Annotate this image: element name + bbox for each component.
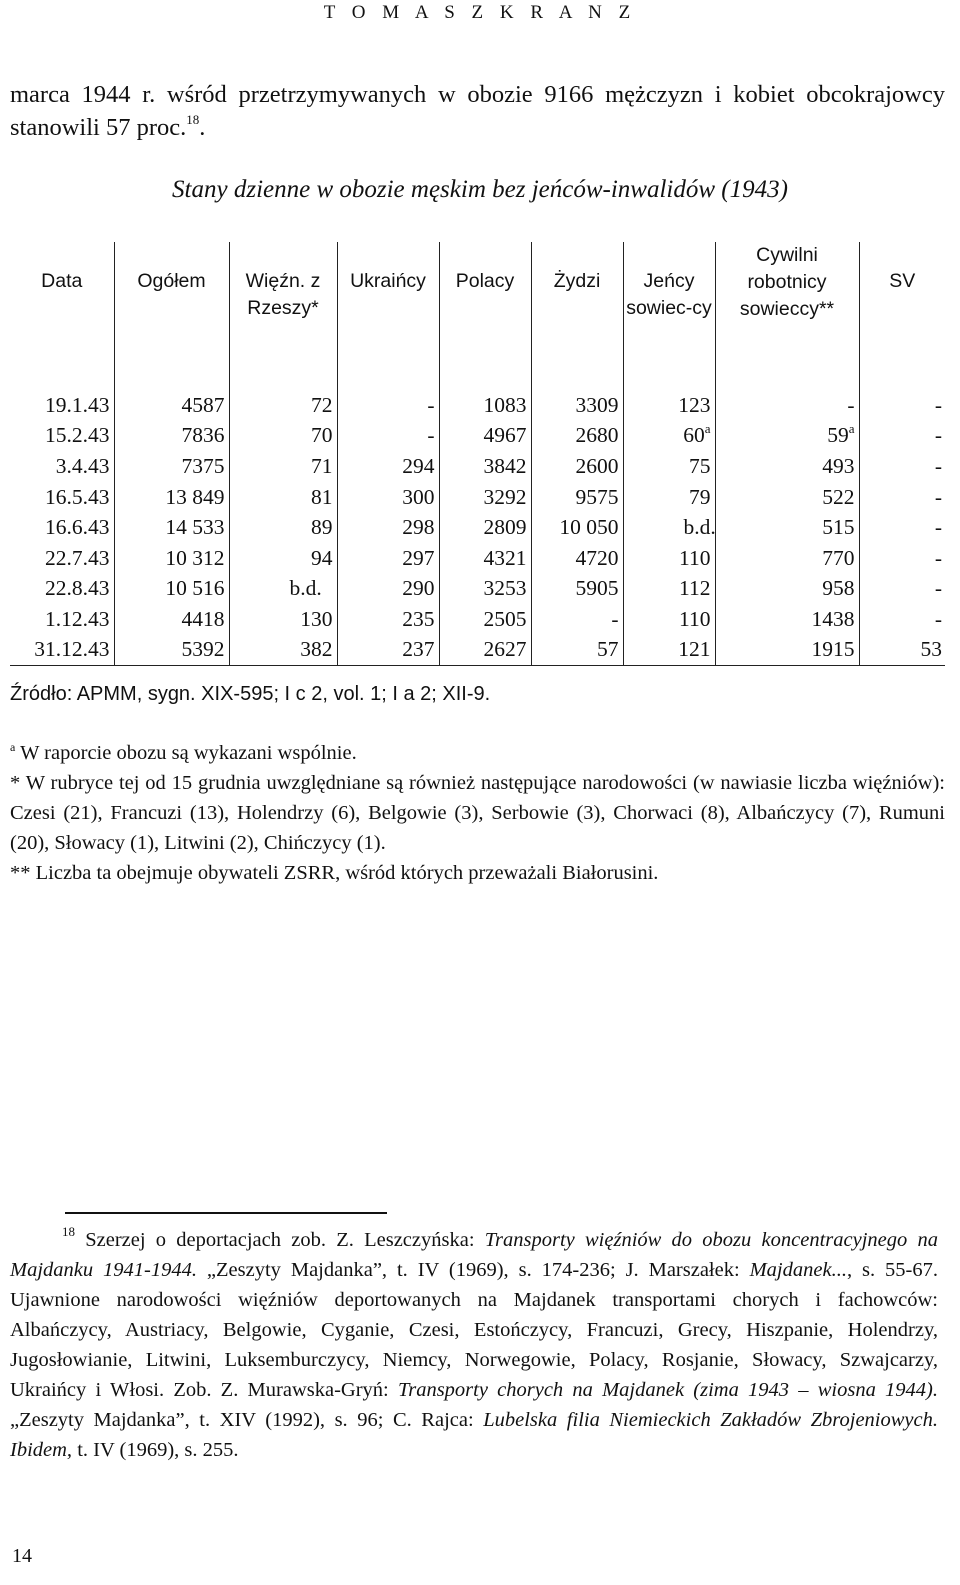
cell-sv: - <box>934 545 942 570</box>
footnote-text-2: „Zeszyty Majdanka”, t. IV (1969), s. 174-236; J. Marszałek: <box>197 1259 750 1281</box>
cell-zydzi: 5905 <box>531 574 623 605</box>
header-jency: Jeńcy sowiec-cy <box>623 242 715 354</box>
cell-wiezn: 89 <box>229 512 337 543</box>
note-a-text: W raporcie obozu są wykazani wspólnie. <box>15 742 357 764</box>
cell-data: 19.1.43 <box>10 390 114 421</box>
cell-polacy: 4967 <box>439 421 531 452</box>
header-ogolem: Ogółem <box>114 242 229 354</box>
intro-paragraph <box>10 78 945 144</box>
footnote-divider <box>65 1212 387 1214</box>
cell-ogolem: 14 533 <box>114 512 229 543</box>
footnote-text-4: „Zeszyty Majdanka”, t. XIV (1992), s. 96; C. Rajca: <box>10 1409 484 1431</box>
cell-ogolem: 13 849 <box>114 482 229 513</box>
cell-polacy: 3842 <box>439 451 531 482</box>
cell-data: 15.2.43 <box>10 421 114 452</box>
note-marker: a <box>704 421 711 437</box>
cell-sv: - <box>934 515 942 540</box>
cell-wiezn: 71 <box>229 451 337 482</box>
footnote-text-1: Szerzej o deportacjach zob. Z. Leszczyńska: <box>75 1229 485 1251</box>
cell-data: 3.4.43 <box>10 451 114 482</box>
cell-sv: - <box>934 576 942 601</box>
note-a-mark: a <box>10 740 16 754</box>
cell-wiezn: 94 <box>229 543 337 574</box>
cell-wiezn: 72 <box>229 390 337 421</box>
note-marker: a <box>848 421 855 437</box>
table-row <box>10 543 945 574</box>
cell-data: 16.5.43 <box>10 482 114 513</box>
cell-zydzi: 3309 <box>531 390 623 421</box>
footnote-18 <box>10 1225 938 1465</box>
cell-ukraincy: 300 <box>337 482 439 513</box>
table-row <box>10 390 945 421</box>
header-wiezn: Więźn. z Rzeszy* <box>229 242 337 354</box>
table-row <box>10 574 945 605</box>
note-double-star: ** Liczba ta obejmuje obywateli ZSRR, wśród których przeważali Białorusini. <box>10 862 659 884</box>
cell-wiezn: 70 <box>229 421 337 452</box>
cell-zydzi: - <box>531 604 623 635</box>
table-row <box>10 421 945 452</box>
cell-sv: - <box>934 453 942 478</box>
cell-ogolem: 5392 <box>114 635 229 666</box>
cell-polacy: 4321 <box>439 543 531 574</box>
cell-ukraincy: - <box>337 390 439 421</box>
cell-zydzi: 4720 <box>531 543 623 574</box>
header-data: Data <box>10 242 114 354</box>
cell-data: 1.12.43 <box>10 604 114 635</box>
cell-cywilni: - <box>715 390 859 421</box>
table-row <box>10 451 945 482</box>
cell-data: 16.6.43 <box>10 512 114 543</box>
header-polacy: Polacy <box>439 242 531 354</box>
cell-ogolem: 7836 <box>114 421 229 452</box>
table-row <box>10 482 945 513</box>
header-ukraincy: Ukraińcy <box>337 242 439 354</box>
table-row <box>10 512 945 543</box>
cell-cywilni: 1438 <box>715 604 859 635</box>
cell-cywilni: 770 <box>715 543 859 574</box>
cell-zydzi: 57 <box>531 635 623 666</box>
cell-data: 22.8.43 <box>10 574 114 605</box>
table-row <box>10 635 945 666</box>
cell-zydzi: 9575 <box>531 482 623 513</box>
cell-jency: b.d. <box>623 512 715 543</box>
cell-ogolem: 4587 <box>114 390 229 421</box>
intro-text: marca 1944 r. wśród przetrzymywanych w obozie 9166 mężczyzn i kobiet obcokrajowcy stanowili 57 proc. <box>10 81 945 141</box>
stats-table <box>10 242 945 666</box>
cell-jency: 75 <box>623 451 715 482</box>
cell-jency: 121 <box>623 635 715 666</box>
footnote-title-4: Lubelska filia Niemieckich Zakładów Zbrojeniowych. Ibidem, <box>10 1409 939 1461</box>
footnote-ref[interactable]: 18 <box>186 112 200 127</box>
cell-cywilni: 59$^a$ <box>715 421 859 452</box>
cell-wiezn: b.d. <box>229 574 337 605</box>
cell-polacy: 1083 <box>439 390 531 421</box>
table-source: Źródło: APMM, sygn. XIX-595; I c 2, vol. 1; I a 2; XII-9. <box>10 683 491 705</box>
cell-ukraincy: 237 <box>337 635 439 666</box>
cell-ukraincy: 290 <box>337 574 439 605</box>
cell-ogolem: 4418 <box>114 604 229 635</box>
page-number: 14 <box>12 1545 32 1567</box>
intro-end: . <box>199 114 206 141</box>
cell-zydzi: 2680 <box>531 421 623 452</box>
cell-ogolem: 10 312 <box>114 543 229 574</box>
cell-polacy: 2627 <box>439 635 531 666</box>
footnote-text-3: , s. 55-67. Ujawnione narodowości więźniów deportowanych na Majdanek transportami chorych i fachowców: Albańczycy, Austriacy, Belgowie, Cyganie, Czesi, Estończycy, Francuzi, Grecy, Hiszpanie, Holendrzy, Jugosłowianie, Litwini, Luksemburczycy, Niemcy, Norwegowie, Polacy, Rosjanie, Słowacy, Szwajcarzy, Ukraińcy i Włosi. Zob. Z. Murawska-Gryń: <box>10 1259 938 1401</box>
cell-zydzi: 2600 <box>531 451 623 482</box>
table-header-row <box>10 242 945 354</box>
cell-cywilni: 958 <box>715 574 859 605</box>
cell-cywilni: 493 <box>715 451 859 482</box>
note-star: * W rubryce tej od 15 grudnia uwzględniane są również następujące narodowości (w nawiasie liczba więźniów): Czesi (21), Francuzi (13), Holendrzy (6), Belgowie (3), Serbowie (3), Chorwaci (8), Albańczycy (7), Rumuni (20), Słowacy (1), Litwini (2), Chińczycy (1). <box>10 772 945 854</box>
cell-sv: 53 <box>859 635 945 666</box>
cell-wiezn: 382 <box>229 635 337 666</box>
cell-sv: - <box>934 484 942 509</box>
cell-ukraincy: 294 <box>337 451 439 482</box>
cell-sv: - <box>934 606 942 631</box>
cell-polacy: 3292 <box>439 482 531 513</box>
cell-cywilni: 515 <box>715 512 859 543</box>
footnote-text-5: t. IV (1969), s. 255. <box>72 1439 239 1461</box>
cell-data: 31.12.43 <box>10 635 114 666</box>
footnote-title-2: Majdanek... <box>749 1259 847 1281</box>
footnote-title-1: Transporty więźniów do obozu koncentracyjnego na Majdanku 1941-1944. <box>10 1229 938 1281</box>
cell-jency: 123 <box>623 390 715 421</box>
table-gap-row <box>10 354 945 390</box>
cell-ukraincy: 297 <box>337 543 439 574</box>
header-cywilni: Cywilni robotnicy sowieccy** <box>715 242 859 354</box>
cell-jency: 112 <box>623 574 715 605</box>
cell-ogolem: 10 516 <box>114 574 229 605</box>
cell-ukraincy: 298 <box>337 512 439 543</box>
cell-polacy: 3253 <box>439 574 531 605</box>
table-title: Stany dzienne w obozie męskim bez jeńców-inwalidów (1943) <box>172 176 788 203</box>
running-head: T O M A S Z K R A N Z <box>323 2 637 23</box>
cell-cywilni: 522 <box>715 482 859 513</box>
cell-polacy: 2505 <box>439 604 531 635</box>
cell-sv: - <box>934 423 942 448</box>
cell-jency: 110 <box>623 604 715 635</box>
cell-ukraincy: 235 <box>337 604 439 635</box>
cell-ogolem: 7375 <box>114 451 229 482</box>
cell-ukraincy: - <box>337 421 439 452</box>
cell-jency: 79 <box>623 482 715 513</box>
table-row <box>10 604 945 635</box>
cell-polacy: 2809 <box>439 512 531 543</box>
cell-wiezn: 81 <box>229 482 337 513</box>
footnote-number: 18 <box>62 1224 75 1239</box>
cell-jency: 60$^a$ <box>623 421 715 452</box>
note-a <box>10 738 945 768</box>
cell-wiezn: 130 <box>229 604 337 635</box>
footnote-title-3: Transporty chorych na Majdanek (zima 1943 – wiosna 1944). <box>397 1379 938 1401</box>
cell-sv: - <box>934 392 942 417</box>
cell-cywilni: 1915 <box>715 635 859 666</box>
header-zydzi: Żydzi <box>531 242 623 354</box>
cell-zydzi: 10 050 <box>531 512 623 543</box>
cell-jency: 110 <box>623 543 715 574</box>
cell-data: 22.7.43 <box>10 543 114 574</box>
table-notes <box>10 738 945 888</box>
header-sv: SV <box>889 270 916 292</box>
